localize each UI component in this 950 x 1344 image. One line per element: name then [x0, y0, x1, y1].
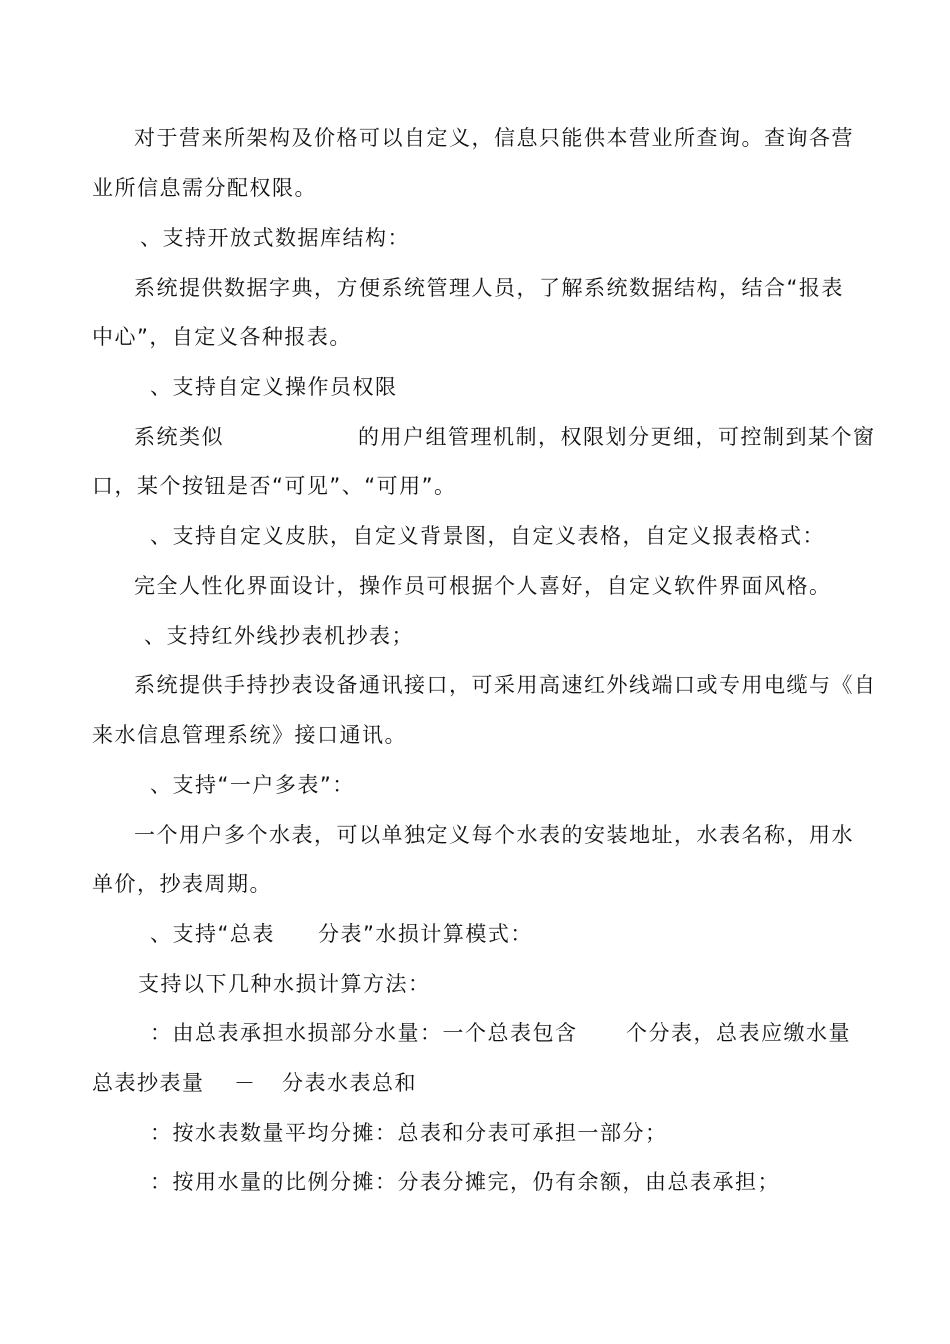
list-item-line: ：按用水量的比例分摊：分表分摊完，仍有余额，由总表承担；: [150, 1170, 780, 1194]
section-heading: 、支持自定义操作员权限: [150, 375, 398, 399]
list-item-line: 个分表，总表应缴水量: [626, 1021, 851, 1045]
paragraph-line: 单价，抄表周期。: [92, 872, 272, 896]
paragraph-line: 支持以下几种水损计算方法：: [138, 972, 431, 996]
formula-line: 分表水表总和: [282, 1071, 417, 1095]
paragraph-line: 系统类似: [134, 425, 224, 449]
paragraph-line: 系统提供手持抄表设备通讯接口，可采用高速红外线端口或专用电缆与《自: [134, 673, 877, 697]
paragraph-line: 系统提供数据字典，方便系统管理人员，了解系统数据结构，结合“报表: [134, 276, 844, 300]
paragraph-line: 口，某个按钮是否“可见”、“可用”。: [92, 474, 457, 498]
section-heading: 、支持开放式数据库结构：: [140, 226, 410, 250]
section-heading: 、支持“一户多表”：: [150, 773, 355, 797]
paragraph-line: 对于营来所架构及价格可以自定义，信息只能供本营业所查询。查询各营: [134, 126, 854, 150]
paragraph-line: 中心”，自定义各种报表。: [92, 325, 352, 349]
section-heading: 分表”水损计算模式：: [318, 922, 533, 946]
paragraph-line: 完全人性化界面设计，操作员可根据个人喜好，自定义软件界面风格。: [134, 574, 832, 598]
section-heading: 、支持“总表: [150, 922, 275, 946]
section-heading: 、支持红外线抄表机抄表；: [144, 624, 414, 648]
paragraph-line: 来水信息管理系统》接口通讯。: [92, 723, 407, 747]
paragraph-line: 一个用户多个水表，可以单独定义每个水表的安装地址，水表名称，用水: [134, 823, 854, 847]
list-item-line: ：按水表数量平均分摊：总表和分表可承担一部分；: [150, 1121, 668, 1145]
paragraph-line: 的用户组管理机制，权限划分更细，可控制到某个窗: [358, 425, 876, 449]
paragraph-line: 业所信息需分配权限。: [92, 176, 317, 200]
section-heading: 、支持自定义皮肤，自定义背景图，自定义表格，自定义报表格式：: [150, 524, 825, 548]
formula-line: 总表抄表量: [92, 1071, 205, 1095]
list-item-line: ：由总表承担水损部分水量：一个总表包含: [150, 1021, 578, 1045]
formula-operator: －: [234, 1071, 257, 1095]
